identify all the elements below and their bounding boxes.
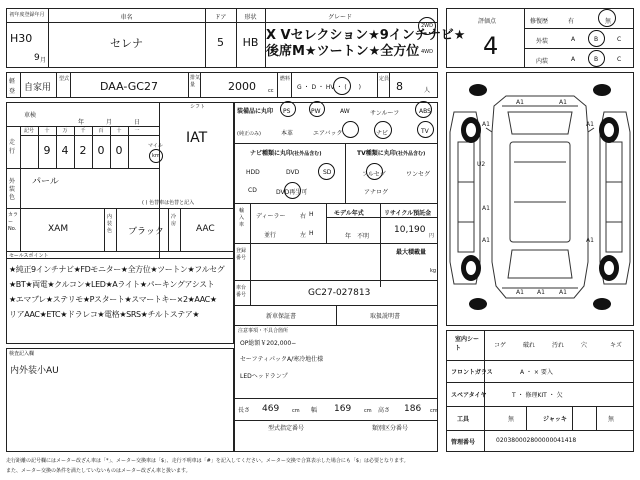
mileage-digit: 2 (79, 144, 87, 157)
person-unit: 人 (424, 87, 431, 94)
exterior-note: ( ) 色替車は色替と記入 (142, 200, 195, 206)
max-load-label: 最大積載量 (396, 249, 427, 256)
model-year-label: モデル年式 (334, 210, 364, 217)
mgmt-value: 020380002800000041418 (496, 437, 577, 444)
inspect-record-label: 検査記入欄 (9, 351, 35, 357)
mileage-grid (20, 126, 146, 168)
navi-hdd: HDD (246, 169, 260, 176)
mileage-digit: 4 (61, 144, 69, 157)
exterior-b: B (594, 36, 599, 43)
navi-title: ナビ種類に丸印(社外品含む) (250, 150, 322, 157)
exterior-a: A (571, 36, 576, 43)
interior-b: B (594, 56, 599, 63)
tv-fullseg: フルセグ (362, 171, 386, 178)
mark-a1-left-rear: A1 (482, 237, 490, 244)
doors: 5 (217, 36, 224, 49)
equipment-item: PS (283, 108, 291, 115)
door-label: ドア (214, 14, 227, 21)
mileage-unit: 百 (98, 128, 104, 134)
color-code-label: カラーNo. (8, 212, 19, 232)
mark-a1-left-mid: A1 (482, 205, 490, 212)
jack-label: ジャッキ (543, 416, 567, 423)
inspection-year: 年 (78, 119, 85, 126)
kei-label: 軽 (9, 78, 16, 85)
seat-item: 破れ (523, 342, 536, 349)
airbag-circle (342, 121, 359, 138)
mileage-digit: 0 (115, 144, 123, 157)
navi-circle (374, 121, 392, 139)
equipment-item: TV (421, 128, 429, 135)
exterior-label: 外装色 (9, 178, 16, 201)
interior-color: ブラック (128, 227, 164, 237)
seat-item: キズ (610, 342, 622, 349)
sales-points-label: セールスポイント (9, 253, 49, 259)
repair-no: 無 (605, 18, 612, 25)
width-unit: cm (364, 408, 372, 414)
equipment-item: ナビ (376, 130, 389, 137)
mileage-unit: 万 (62, 128, 68, 134)
navi-dvd-play: DVD再生可 (276, 189, 308, 196)
navi-sd: SD (323, 169, 332, 176)
car-name-label: 車名 (120, 14, 133, 21)
seat-label: 室内シート (455, 336, 480, 352)
capacity-label: 定員 (379, 76, 390, 82)
repair-label: 修復歴 (530, 18, 549, 25)
ban-label: 登 (9, 88, 16, 95)
mark-a1-rear-left: A1 (516, 289, 524, 296)
height: 186 (404, 404, 422, 414)
dvd-play-circle (284, 182, 301, 199)
fuel-label: 燃料 (280, 76, 291, 82)
first-reg-label: 初年度登録年月 (9, 12, 45, 18)
mileage-unit: 千 (80, 128, 86, 134)
shape: HB (242, 36, 259, 49)
frame-label: 車台番号 (236, 285, 247, 298)
tools-label: 工具 (457, 416, 470, 423)
tv-circle (417, 121, 434, 138)
fullseg-circle (366, 163, 383, 180)
footer-line1: 走行距離の記号欄にはメーター改ざん車は「*」、メーター交換車は「$」、走行不明車は「#」を記入してください。メーター交換で合算表示した場合にも「$」は必要となります。 (6, 458, 409, 464)
grade-label: グレード (327, 14, 352, 21)
sd-circle (318, 163, 335, 180)
mark-u2: U2 (477, 161, 486, 168)
fuel-hv-circle (333, 77, 351, 95)
equipment-item: エアバック (313, 130, 343, 137)
score-label: 評価点 (478, 18, 497, 25)
width: 169 (334, 404, 352, 414)
tv-oneseg: ワンセグ (406, 171, 431, 178)
recycle-value: 10,190 (394, 225, 426, 235)
shift-label: シフト (190, 104, 206, 110)
height-unit: cm (430, 408, 438, 414)
inspection-day: 日 (134, 119, 141, 126)
mark-a1-rear-mid: A1 (537, 289, 545, 296)
sales-point-line: ★エマブレ★ステリモ★Pスタート★スマートキー×2★AAC★ (9, 295, 217, 304)
sales-point-line: ★純正9インチナビ★FDモニター★全方位★ツートン★フルセグ (9, 265, 225, 274)
length-unit: cm (292, 408, 300, 414)
equipment-row1 (278, 106, 438, 120)
inspection-month: 月 (106, 119, 113, 126)
interior-grade-label: 内装 (536, 58, 549, 65)
import-label: 輸入車 (239, 208, 245, 228)
tools-value: 無 (508, 416, 515, 423)
drive-2wd: 2WD (421, 23, 433, 29)
mgmt-label: 管理番号 (451, 439, 476, 446)
car-name: セレナ (110, 37, 143, 50)
cc-unit: cc (268, 88, 274, 94)
repair-yes: 有 (568, 18, 575, 25)
grade-line1: X Vセレクション★9インチナビ★ (266, 28, 466, 43)
new-warranty: 新車保証書 (266, 313, 297, 320)
mileage-unit: 十 (116, 128, 122, 134)
model: DAA-GC27 (100, 80, 158, 93)
equipment-item: AW (340, 108, 350, 115)
car-diagram (446, 72, 634, 326)
manual: 取扱説明書 (370, 313, 401, 320)
tv-analog: アナログ (364, 189, 389, 196)
tv-title: TV種類に丸印(社外品含む) (357, 150, 426, 157)
private-label: 自家用 (24, 83, 52, 93)
spare-label: スペアタイヤ (451, 392, 487, 399)
ps-circle (280, 101, 296, 117)
import-dealer: ディーラー (256, 213, 286, 220)
spare-value: T ・ 修理KIT ・ 欠 (512, 392, 563, 399)
navi-dvd: DVD (286, 169, 300, 176)
seat-item: コゲ (494, 342, 507, 349)
equipment-title: 装備品に丸印 (237, 108, 274, 115)
height-label: 高さ (378, 407, 391, 414)
jack-value: 無 (608, 416, 615, 423)
capacity: 8 (396, 80, 403, 93)
note-1: OP総額￥202,000− (240, 340, 297, 347)
footer-line2: また、メーター交換の条件を満たしていないものはメーター改ざん車と扱います。 (6, 468, 191, 474)
mileage-digit: 9 (43, 144, 51, 157)
first-reg-month: 9 (34, 53, 40, 63)
reg-no-label: 登録番号 (236, 248, 247, 261)
mileage-unit: 記号 (23, 128, 34, 134)
inspect-record-value: 内外装小AU (10, 366, 59, 376)
length-label: 長さ (238, 407, 251, 414)
sales-point-line: リアAAC★ETC★ドラレコ★電格★SRS★チルトステア★ (9, 310, 200, 319)
glass-label: フロントガラス (451, 369, 493, 376)
notes-label: 注意事項・不具合箇所 (238, 328, 289, 334)
displacement-label: 排気量 (190, 75, 201, 88)
note-3: LEDヘッドランプ (240, 373, 288, 380)
note-2: セーフティパックA/寒冷地仕様 (240, 356, 324, 363)
width-label: 幅 (311, 407, 318, 414)
color-code: XAM (48, 224, 69, 234)
seat-item: 穴 (581, 342, 588, 349)
mileage-label: 走行 (9, 139, 16, 155)
repair-no-circle (598, 9, 616, 27)
sales-points-lines (9, 262, 233, 322)
glass-value: A ・ × 要入 (520, 369, 553, 376)
ac-label: 冷房 (171, 214, 177, 227)
import-parallel: 並行 (264, 232, 277, 239)
drive-4wd: 4WD (421, 49, 433, 55)
exterior-grade-label: 外装 (536, 38, 549, 45)
mile-label: マイル (148, 143, 163, 149)
exterior-b-circle (588, 30, 605, 47)
import-right: 右 (300, 213, 307, 220)
import-handle-l: H (309, 230, 314, 237)
sales-point-line: ★BT★両電★クルコン★LED★Aライト★パーキングアシスト (9, 280, 215, 289)
interior-a: A (571, 56, 576, 63)
mark-a1-right-rear: A1 (586, 237, 594, 244)
model-year-value: 年 不明 (345, 233, 370, 240)
class-number-label: 類別区分番号 (372, 425, 409, 432)
displacement: 2000 (228, 80, 256, 93)
interior-color-label: 内装色 (107, 214, 113, 234)
import-left: 左 (300, 232, 307, 239)
ac-value: AAC (196, 224, 215, 234)
abs-circle (415, 101, 432, 118)
month-unit: 月 (40, 57, 47, 64)
score: 4 (483, 32, 499, 60)
equipment-item: ABS (419, 108, 431, 115)
type-number-label: 型式指定番号 (268, 425, 305, 432)
seat-item: 汚れ (552, 342, 565, 349)
max-load-unit: kg (430, 268, 437, 274)
shape-label: 形状 (244, 14, 257, 21)
mark-a1-right-front: A1 (586, 121, 594, 128)
interior-b-circle (588, 50, 605, 67)
recycle-yen: 円 (429, 233, 435, 239)
model-label: 型式 (59, 76, 70, 82)
fuel-options: G ・ D ・ HV ・ ( ) (297, 84, 362, 91)
length: 469 (262, 404, 280, 414)
recycle-label: リサイクル預託金 (384, 210, 432, 217)
inspection-label: 車検 (24, 112, 37, 119)
mark-a1-front-right: A1 (559, 99, 567, 106)
shift-value: IAT (186, 130, 208, 146)
pw-circle (309, 101, 325, 117)
mileage-unit: 一 (134, 128, 140, 134)
equipment-sub: (純正のみ) (237, 131, 261, 137)
frame-value: GC27-027813 (308, 288, 371, 298)
equipment-item: サンルーフ (370, 110, 400, 117)
mileage-digit: 0 (97, 144, 105, 157)
mark-a1-left-front: A1 (482, 121, 490, 128)
import-handle-r: H (309, 211, 314, 218)
interior-c: C (617, 56, 622, 63)
km-label: km (152, 153, 160, 159)
exterior-value: パール (32, 177, 59, 187)
grade-line2: 後席M★ツートン★全方位 (266, 44, 420, 59)
mileage-unit: 十 (44, 128, 50, 134)
mark-a1-rear-right: A1 (559, 289, 567, 296)
exterior-c: C (617, 36, 622, 43)
mark-a1-front-left: A1 (516, 99, 524, 106)
equipment-item: 本革 (281, 130, 294, 137)
first-reg-era: H30 (10, 32, 33, 45)
navi-cd: CD (248, 187, 257, 194)
equipment-item: PW (311, 108, 321, 115)
